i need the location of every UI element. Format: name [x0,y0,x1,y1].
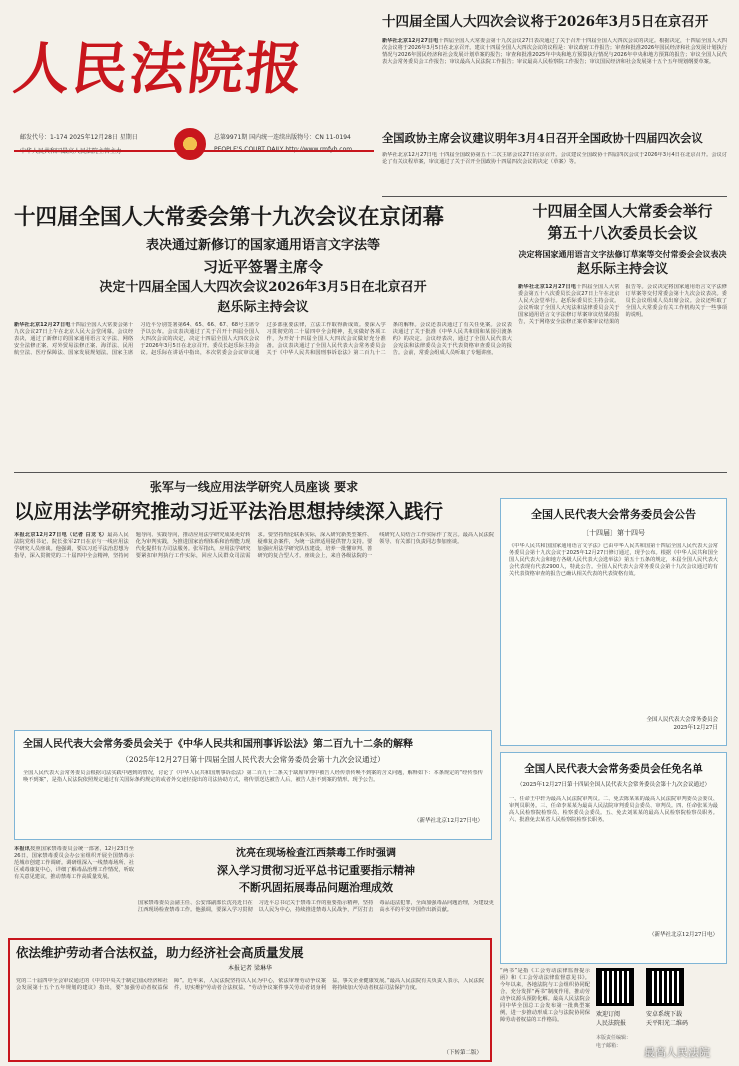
lead-deck2: 习近平签署主席令 [202,258,323,276]
lead-deck4: 赵乐际主持会议 [217,300,309,315]
lead-text: 十四届全国人大常委会第十九次会议27日上午在北京人民大会堂闭幕。会议经表决，通过了新修订的国家通用语言文字法、网络安全法修正案、对外贸易法修正案、海洋法、民用航空法、医疗保障法、国家发展规划法。国家主席习近平分别签署第64、65、66、67、68号主席令予以公布。会议表决通过了关于召开十四届全国人大四次会议的决定，决定十四届全国人大四次会议于2026年3月5日在北京召开。委员长赵乐际主持会议。赵乐际在讲话中指出，本次常委会会议审议通过多部重要法律，立法工作取得新成效。要深入学习贯彻党的二十届四中全会精神，扎实做好各项工作，为开好十四届全国人大四次会议做好充分准备。会议表决通过了全国人民代表大会常务委员会关于《中华人民共和国刑事诉讼法》第二百九十二条的解释。会议还表决通过了有关任免案。会议表决通过了关于批准《中华人民共和国和某国引渡条约》的决定。会议经表决，通过了全国人民代表大会宪法和法律委员会关于代表资格审查委员会的报告。会前，常委会组成人员听取了专题讲座。 [14,322,512,356]
appoint-sub: （2025年12月27日第十四届全国人民代表大会常务委员会第十九次会议通过） [517,782,710,788]
interpret-headline: 全国人民代表大会常务委员会关于《中华人民共和国刑事诉讼法》第二百九十二条的解释 [23,739,413,750]
watermark: 最高人民法院 [644,1046,710,1059]
bottom-headline: 依法维护劳动者合法权益，助力经济社会高质量发展 [16,945,304,960]
right-deck2: 赵乐际主持会议 [576,262,668,277]
lead-headline: 十四届全国人大常委会第十九次会议在京闭幕 [14,205,445,230]
notice-text: 《中华人民共和国国家通用语言文字法》已由中华人民共和国第十四届全国人民代表大会常务委员会第十九次会议于2025年12月27日修订通过，现予公布。根据《中华人民共和国全国人民代表大会和地方各级人民代表大会选举法》第五十五条的规定，本届全国人民代表大会代表现有代表2900人，特此公告。全国人民代表大会常务委员会第十九次会议通过的有关代表资格审查的报告已确认相关代表的代表资格有效。 [509,543,718,577]
mid-article [14,478,494,732]
lead-deck3: 决定十四届全国人大四次会议2026年3月5日在北京召开 [99,280,427,295]
appointment-box [500,752,727,964]
top-right-dateline: 新华社北京12月27日电 [382,38,439,44]
top-right-sub-text: 新华社北京12月27日电 十四届全国政协第五十二次主席会议27日在京召开。会议建议全国政协十四届四次会议于2026年3月4日在北京召开。会议讨论了有关议程草案，审议通过了关于召开全国政协十四届四次会议的决定（草案）等。 [382,152,727,165]
masthead-title: 人民法院报 [10,36,308,102]
qr-code-subscribe[interactable] [596,968,634,1006]
notice-date: 2025年12月27日 [673,725,718,731]
top-right-headline: 十四届全国人大四次会议将于2026年3月5日在京召开 [382,14,709,30]
appoint-headline: 全国人民代表大会常务委员会任免名单 [524,763,703,775]
right-text: 十四届全国人大常委会第五十八次委员长会议27日上午在北京人民大会堂举行。赵乐际委员长主持会议。会议听取了全国人大宪法和法律委员会关于国家通用语言文字法修订草案审议结果的报告，关于网络安全法修正案草案审议结果的报告等。会议决定将国家通用语言文字法修订草案等交付常委会第十九次会议表决。委员长会议组成人员出席会议。会议还听取了全国人大常委会有关工作机构关于一些事项的说明。 [518,284,727,325]
right-headline: 十四届全国人大常委会举行第五十八次委员长会议 [532,202,713,242]
notice-box [500,498,727,746]
lower-left-article [14,846,134,934]
right-column-article [518,200,727,412]
lead-deck1: 表决通过新修订的国家通用语言文字法等 [145,238,380,253]
lower-left-text: 按照国家禁毒委员会统一部署，12月23日至26日，国家禁毒委员会办公室组织开展全国禁毒示范城市创建工作调研。调研组深入一线禁毒场所、社区戒毒康复中心，详细了解毒品治理工作情况，听取有关意见建议，推动禁毒工作高质量发展。 [14,846,134,880]
bottom-text: 党的二十届四中全会审议通过的《中共中央关于制定国民经济和社会发展第十五个五年规划的建议》指出，要“加强劳动者权益保障”。近年来，人民法院坚持以人民为中心，依法审理劳动争议案件，切实维护劳动者合法权益。“劳动争议案件事关劳动者切身利益，事关企业健康发展。”最高人民法院有关负责人表示，人民法院将持续加大劳动者权益司法保护力度。 [16,978,484,991]
mid-dateline: 本报北京12月27日电（记者 白龙飞） [14,532,108,538]
top-right-text: 十四届全国人大常委会第十九次会议27日表决通过了关于召开十四届全国人大四次会议的决定。根据决定，十四届全国人大四次会议将于2026年3月5日在北京召开。建议十四届全国人大四次会议的议程是：审议政府工作报告；审查和批准2026年国民经济和社会发展计划执行情况与2026年国民经济和社会发展计划草案的报告；审查和批准2025年中央和地方预算执行情况与2026年中央和地方预算的报告；审议全国人民代表大会常务委员会工作报告；审议最高人民法院工作报告；审议最高人民检察院工作报告；审议国民经济和社会发展第十五个五年规划纲要草案。 [382,38,727,65]
mid-headline: 以应用法学研究推动习近平法治思想持续深入践行 [14,500,444,523]
footer-credits: 本版责任编辑： 电子邮箱： [596,1035,632,1049]
lead-dateline: 新华社北京12月27日电 [14,322,71,328]
lower-mid-article [138,846,494,936]
top-right-article [382,12,727,188]
lower-mid-headline2: 深入学习贯彻习近平总书记重要指示精神 [217,864,415,877]
bottom-author: 本报记者 梁琳华 [228,965,272,972]
interpretation-box [14,730,492,840]
notice-sign: 全国人民代表大会常务委员会 [646,717,718,723]
mid-kicker: 张军与一线应用法学研究人员座谈 要求 [149,480,359,494]
court-emblem [174,128,206,160]
qr1-label: 欢迎订阅 人民法院报 [596,1011,627,1027]
lead-article [14,200,512,450]
lower-mid-text: 国家禁毒委员会副主任、公安部副部长沈亮近日在江西现场检查禁毒工作。他强调，要深入学习贯彻习近平总书记关于禁毒工作的重要指示精神，坚持以人民为中心，持续推进禁毒人民战争，严厉打击毒品违法犯罪，全面加强毒品问题治理，为建设更高水平的平安中国作出新贡献。 [138,900,494,913]
top-right-sub-headline: 全国政协主席会议建议明年3月4日召开全国政协十四届四次会议 [382,131,703,145]
right-dateline: 新华社北京12月27日电 [518,284,577,290]
notice-number: 〔十四届〕第十四号 [582,529,645,537]
appoint-text: 一、任命王中轩为最高人民法院审判员。二、免去陈某某的最高人民法院审判委员会委员、审判员职务。三、任命李某某为最高人民法院审判委员会委员、审判员。四、任命张某为最高人民检察院检察员、检察委员会委员。五、免去刘某某的最高人民检察院检察员职务。六、批准免去某省人民检察院检察长职务。 [509,796,718,823]
qr-code-app[interactable] [646,968,684,1006]
interpret-sub: （2025年12月27日第十四届全国人民代表大会常务委员会第十九次会议通过） [121,755,385,764]
appoint-source: （新华社北京12月27日电） [649,932,718,938]
masthead-info-mid: 总第9971期 国内统一连续出版物号：CN 11-0194 [214,134,351,141]
bottom-cont: （下转第二版） [443,1050,482,1056]
interpret-text: 全国人民代表大会常务委员会根据司法实践中遇到的情况，讨论了《中华人民共和国刑事诉讼法》第二百九十二条关于缺席审判中被告人经传票传唤不到案的含义问题，解释如下：本条规定的“经传票传唤不到案”，是指人民法院依照规定通过有关国际条约规定的或者外交途径提出的司法协助方式，将传票送达被告人后，被告人拒不到案的情形。现予公告。 [23,770,483,783]
interpret-source: （新华社北京12月27日电） [414,818,483,824]
bottom-article [8,938,492,1062]
lower-left-dateline: 本报讯 [14,846,30,852]
mid-text: 最高人民法院党组书记、院长张军27日在京与一线应用法学研究人员座谈。他强调，要以习近平法治思想为指导，深入贯彻党的二十届四中全会精神，坚持问题导向、实践导向，推动应用法学研究成果更好转化为审判实践，为推进国家治理体系和治理能力现代化提供有力司法服务。张军指出，应用法学研究要紧扣审判执行工作实际，回应人民群众司法需求。要坚持理论联系实际，深入研究新类型案件、疑难复杂案件，为统一法律适用提供智力支持。要加强应用法学研究队伍建设，培养一批懂审判、善研究的复合型人才。座谈会上，来自各级法院的一线研究人员结合工作实际作了发言。最高人民法院领导、有关部门负责同志参加座谈。 [14,532,494,559]
qr2-label: 安卓系统下载 天平阳光二维码 [646,1011,689,1027]
lower-mid-headline1: 沈亮在现场检查江西禁毒工作时强调 [236,848,396,859]
right-deck: 决定将国家通用语言文字法修订草案等交付常委会会议表决 [518,249,727,259]
notice-headline: 全国人民代表大会常务委员会公告 [531,508,696,521]
bottom-side-text: “两书”是指《工会劳动法律监督提示函》和《工会劳动法律监督意见书》。今年以来，各地法院与工会组织协同配合，充分发挥“两书”制度作用，推动劳动争议源头预防化解。最高人民法院会同中华全国总工会发布第一批典型案例，进一步推动形成工会与法院协同保障劳动者权益的工作格局。 [500,968,590,1023]
lower-mid-headline3: 不断巩固拓展毒品问题治理成效 [239,881,393,894]
masthead-info-left: 邮发代号：1-174 2025年12月28日 星期日 [20,134,138,141]
masthead [10,14,374,169]
